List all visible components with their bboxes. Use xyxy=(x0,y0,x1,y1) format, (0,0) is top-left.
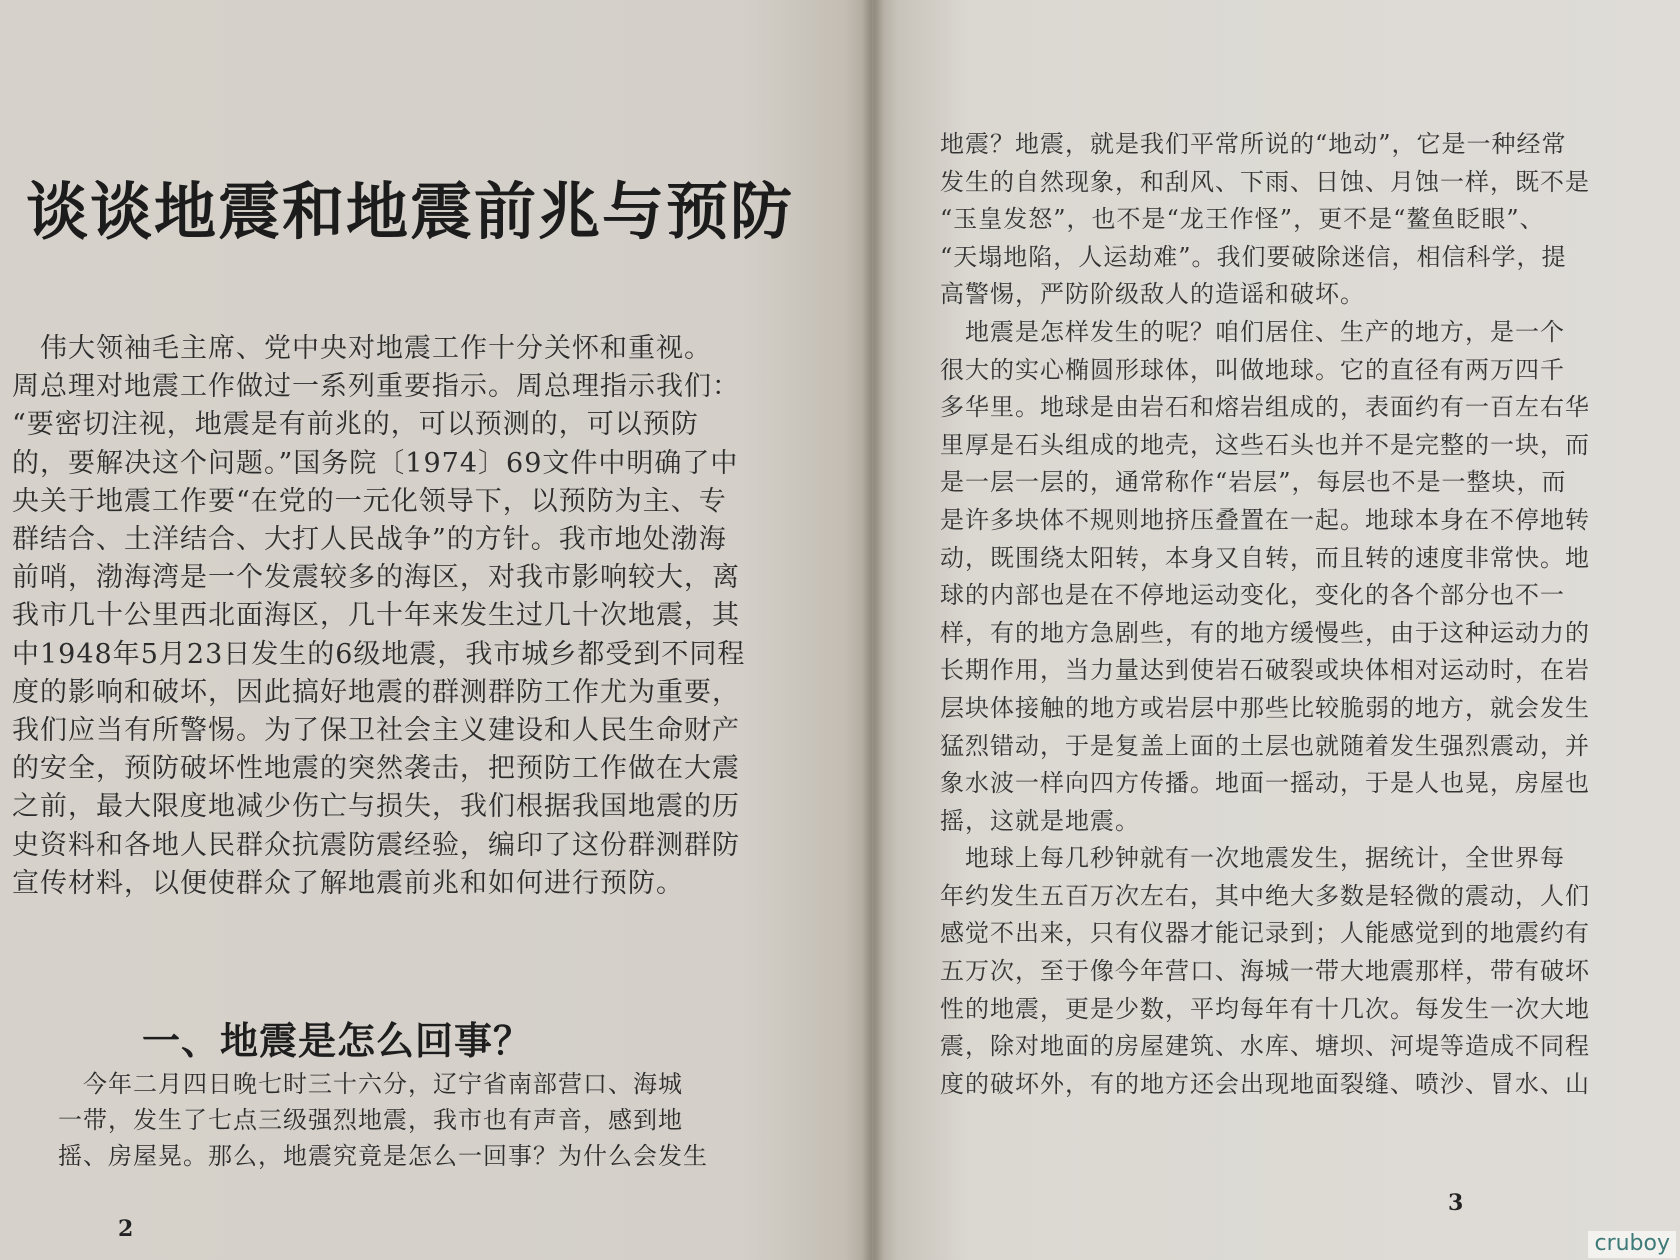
text-line: 感觉不出来，只有仪器才能记录到；人能感觉到的地震约有 xyxy=(940,919,1590,948)
text-line: 央关于地震工作要“在党的一元化领导下，以预防为主、专 xyxy=(12,485,727,517)
text-line: 地震？地震，就是我们平常所说的“地动”，它是一种经常 xyxy=(940,130,1567,158)
text-line: 群结合、土洋结合、大打人民战争”的方针。我市地处渤海 xyxy=(12,524,727,556)
text-line: 史资料和各地人民群众抗震防震经验，编印了这份群测群防 xyxy=(12,829,740,861)
text-line: 震，除对地面的房屋建筑、水库、塘坝、河堤等造成不同程 xyxy=(940,1032,1590,1061)
text-line: 地球上每几秒钟就有一次地震发生，据统计，全世界每 xyxy=(940,844,1565,873)
text-line: 高警惕，严防阶级敌人的造谣和破坏。 xyxy=(940,280,1365,309)
text-line: 年约发生五百万次左右，其中绝大多数是轻微的震动，人们 xyxy=(940,881,1590,910)
section-heading: 一、地震是怎么回事？ xyxy=(142,1019,533,1063)
page-number: 3 xyxy=(1448,1190,1464,1216)
text-line: 多华里。地球是由岩石和熔岩组成的，表面约有一百左右华 xyxy=(940,393,1590,422)
text-line: 象水波一样向四方传播。地面一摇动，于是人也晃，房屋也 xyxy=(940,769,1590,798)
text-line: 的安全，预防破坏性地震的突然袭击，把预防工作做在大震 xyxy=(12,753,740,785)
text-line: 动，既围绕太阳转，本身又自转，而且转的速度非常快。地 xyxy=(940,543,1590,572)
text-line: 度的影响和破坏，因此搞好地震的群测群防工作尤为重要， xyxy=(12,676,740,708)
text-line: 长期作用，当力量达到使岩石破裂或块体相对运动时，在岩 xyxy=(940,656,1590,685)
text-line: 宣传材料，以便使群众了解地震前兆和如何进行预防。 xyxy=(12,867,684,899)
text-line: “玉皇发怒”，也不是“龙王作怪”，更不是“鳌鱼眨眼”、 xyxy=(940,205,1545,234)
text-line: 球的内部也是在不停地运动变化，变化的各个部分也不一 xyxy=(940,581,1565,610)
text-line: 今年二月四日晚七时三十六分，辽宁省南部营口、海城 xyxy=(58,1070,683,1098)
text-line: 猛烈错动，于是复盖上面的土层也就随着发生强烈震动，并 xyxy=(940,731,1590,760)
watermark: cruboy xyxy=(1588,1231,1676,1258)
text-line: 是许多块体不规则地挤压叠置在一起。地球本身在不停地转 xyxy=(940,505,1590,534)
text-line: 前哨，渤海湾是一个发震较多的海区，对我市影响较大，离 xyxy=(12,562,740,594)
text-line: 摇，这就是地震。 xyxy=(940,806,1140,835)
text-line: 一带，发生了七点三级强烈地震，我市也有声音，感到地 xyxy=(58,1106,683,1134)
text-line: 性的地震，更是少数，平均每年有十几次。每发生一次大地 xyxy=(940,994,1590,1023)
text-line: 五万次，至于像今年营口、海城一带大地震那样，带有破坏 xyxy=(940,957,1590,986)
text-line: 之前，最大限度地减少伤亡与损失，我们根据我国地震的历 xyxy=(12,791,740,823)
text-line: 层块体接触的地方或岩层中那些比较脆弱的地方，就会发生 xyxy=(940,693,1590,722)
intro-paragraph xyxy=(12,330,822,903)
text-line: 中1948年5月23日发生的6级地震，我市城乡都受到不同程 xyxy=(12,638,746,670)
section-paragraph xyxy=(58,1066,818,1174)
body-paragraphs xyxy=(940,126,1660,1103)
text-line: 样，有的地方急剧些，有的地方缓慢些，由于这种运动力的 xyxy=(940,618,1590,647)
text-line: 周总理对地震工作做过一系列重要指示。周总理指示我们： xyxy=(12,371,740,403)
text-line: 我市几十公里西北面海区，几十年来发生过几十次地震，其 xyxy=(12,600,740,632)
right-page xyxy=(874,0,1680,1260)
article-title: 谈谈地震和地震前兆与预防 xyxy=(26,175,795,248)
book-gutter xyxy=(862,0,884,1260)
text-line: 度的破坏外，有的地方还会出现地面裂缝、喷沙、冒水、山 xyxy=(940,1069,1590,1098)
text-line: 里厚是石头组成的地壳，这些石头也并不是完整的一块，而 xyxy=(940,430,1590,459)
page-number: 2 xyxy=(118,1216,134,1242)
text-line: 很大的实心椭圆形球体，叫做地球。它的直径有两万四千 xyxy=(940,355,1565,384)
text-line: “天塌地陷，人运劫难”。我们要破除迷信，相信科学，提 xyxy=(940,242,1567,271)
text-line: “要密切注视，地震是有前兆的，可以预测的，可以预防 xyxy=(12,409,699,441)
text-line: 摇、房屋晃。那么，地震究竟是怎么一回事？为什么会发生 xyxy=(58,1142,708,1170)
text-line: 我们应当有所警惕。为了保卫社会主义建设和人民生命财产 xyxy=(12,715,740,747)
text-line: 地震是怎样发生的呢？咱们居住、生产的地方，是一个 xyxy=(940,317,1565,346)
text-line: 的，要解决这个问题。”国务院〔1974〕69文件中明确了中 xyxy=(12,447,739,479)
text-line: 发生的自然现象，和刮风、下雨、日蚀、月蚀一样，既不是 xyxy=(940,167,1590,196)
text-line: 伟大领袖毛主席、党中央对地震工作十分关怀和重视。 xyxy=(12,333,712,364)
text-line: 是一层一层的，通常称作“岩层”，每层也不是一整块，而 xyxy=(940,468,1567,497)
